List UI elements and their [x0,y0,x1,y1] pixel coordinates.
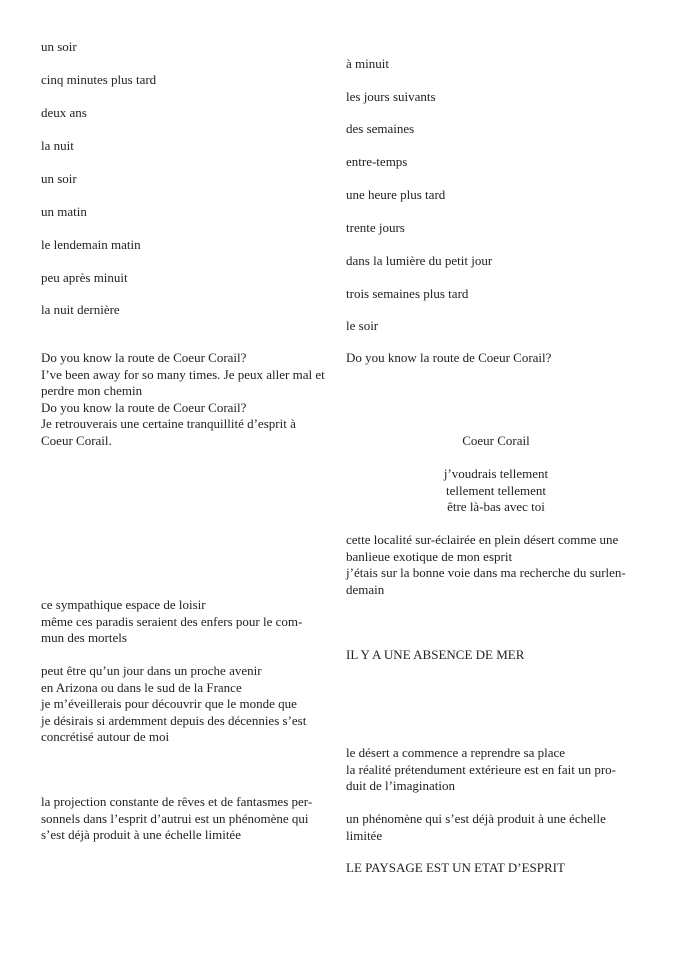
left-time-phrase: un soir [41,39,77,54]
left-leisure-block [41,597,341,647]
right-reality-block [346,745,646,795]
paragraph-line: la réalité prétendument extérieure est en fait un pro- [346,761,616,777]
right-caps-statement: LE PAYSAGE EST UN ETAT D’ESPRIT [346,860,565,875]
paragraph-line: je m’éveillerais pour découvrir que le monde que [41,696,297,711]
right-time-phrase: entre-temps [346,154,408,169]
right-time-phrase: le soir [346,318,379,333]
right-desert-block [346,532,646,598]
right-time-phrase: des semaines [346,121,415,136]
right-time-phrase: trente jours [346,220,405,235]
paragraph-line: Je retrouverais une certaine tranquillité d’esprit à [41,416,296,431]
paragraph-line: je désirais si ardemment depuis des décennies s’est [41,712,307,728]
right-time-phrase: une heure plus tard [346,187,446,202]
paragraph-line: limitée [346,827,383,843]
paragraph-line: I’ve been away for so many times. Je peux aller mal et [41,366,325,382]
left-time-phrase: la nuit [41,138,74,153]
paragraph-line: le désert a commence a reprendre sa place [346,745,566,760]
paragraph-line: en Arizona ou dans le sud de la France [41,679,242,695]
poem-stanza [346,466,646,516]
right-time-phrase: trois semaines plus tard [346,286,469,301]
left-time-phrase: cinq minutes plus tard [41,72,157,87]
paragraph-line: un phénomène qui s’est déjà produit à une échelle [346,811,606,826]
poem-line: tellement tellement [446,482,546,498]
left-question-block [41,350,341,449]
left-projection-block [41,794,341,844]
left-time-phrase: le lendemain matin [41,237,141,252]
paragraph-line: peut être qu’un jour dans un proche avenir [41,663,262,678]
right-phenomenon-block [346,811,646,844]
paragraph-line: ce sympathique espace de loisir [41,597,206,612]
poem-title: Coeur Corail [462,433,530,448]
poem-line: être là-bas avec toi [447,499,545,514]
paragraph-line: Coeur Corail. [41,432,112,448]
paragraph-line: même ces paradis seraient des enfers pour le com- [41,613,303,629]
left-arizona-block [41,663,341,746]
paragraph-line: sonnels dans l’esprit d’autrui est un phénomène qui [41,810,309,826]
left-time-phrase: un soir [41,171,77,186]
paragraph-line: j’étais sur la bonne voie dans ma recherche du surlen- [346,565,626,580]
poem-line: j’voudrais tellement [443,466,549,481]
paragraph-line: duit de l’imagination [346,778,456,793]
left-time-phrase: peu après minuit [41,270,128,285]
right-time-phrase: dans la lumière du petit jour [346,253,493,268]
paragraph-line: concrétisé autour de moi [41,729,170,744]
right-time-phrase: les jours suivants [346,89,436,104]
paragraph-line: Do you know la route de Coeur Corail? [41,350,247,365]
right-question: Do you know la route de Coeur Corail? [346,350,552,365]
paragraph-line: perdre mon chemin [41,383,143,398]
paragraph-line: s’est déjà produit à une échelle limitée [41,827,241,842]
paragraph-line: mun des mortels [41,630,127,645]
right-time-phrase: à minuit [346,56,389,71]
paragraph-line: demain [346,581,385,597]
left-time-phrase: la nuit dernière [41,302,120,317]
paragraph-line: la projection constante de rêves et de fantasmes per- [41,794,313,809]
paragraph-line: Do you know la route de Coeur Corail? [41,399,247,415]
paragraph-line: cette localité sur-éclairée en plein désert comme une [346,532,619,547]
right-caps-statement: IL Y A UNE ABSENCE DE MER [346,647,525,662]
left-time-phrase: deux ans [41,105,87,120]
paragraph-line: banlieue exotique de mon esprit [346,548,513,564]
left-time-phrase: un matin [41,204,87,219]
